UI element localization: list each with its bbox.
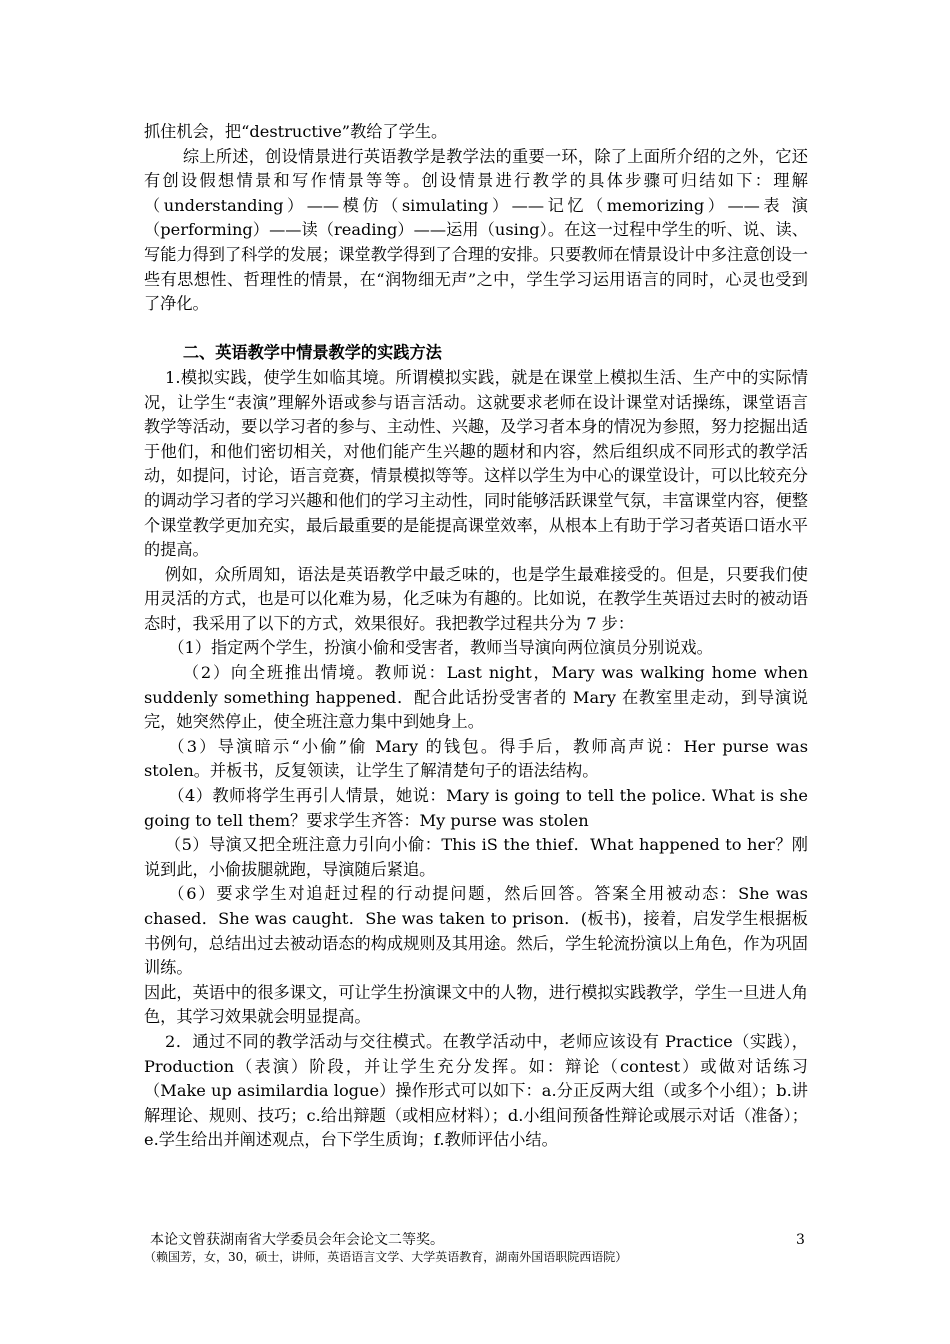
step-2: （2）向全班推出情境。教师说：Last night，Mary was walking home when suddenly something happened．配合此话扮受害者的 Mary 在教室里走动，到导演说完，她突然停止，使全班注意力集中到她身上。 xyxy=(144,663,808,732)
section-heading: 二、英语教学中情景教学的实践方法 xyxy=(182,343,442,363)
step-5: （5）导演又把全班注意力引向小偷：This iS the thief．What happened to her？刚说到此，小偷拔腿就跑，导演随后紧追。 xyxy=(144,835,808,879)
paragraph-continuation: 抓住机会，把“destructive”教给了学生。 xyxy=(144,122,448,141)
step-4: （4）教师将学生再引人情景，她说：Mary is going to tell the police. What is she going to tell them？要求学生齐答：My purse was stolen xyxy=(144,786,808,830)
step-3: （3）导演暗示“小偷”偷 Mary 的钱包。得手后，教师高声说：Her purse was stolen。并板书，反复领读，让学生了解清楚句子的语法结构。 xyxy=(144,736,808,781)
paragraph-conclusion: 因此，英语中的很多课文，可让学生扮演课文中的人物，进行模拟实践教学，学生一旦进人角色，其学习效果就会明显提高。 xyxy=(144,982,808,1027)
footnote-author: （赖国芳，女，30，硕士，讲师，英语语言文学、大学英语教育，湖南外国语职院西语院） xyxy=(144,1250,628,1264)
body-text xyxy=(144,120,808,1153)
step-1: （1）指定两个学生，扮演小偷和受害者，教师当导演向两位演员分别说戏。 xyxy=(168,638,713,658)
paragraph-simulation-practice: 1.模拟实践，使学生如临其境。所谓模拟实践，就是在课堂上模拟生活、生产中的实际情况，让学生“表演”理解外语或参与语言活动。这就要求老师在设计课堂对话操练，课堂语言教学等活动，要以学习者的参与、主动性、兴趣，及学习者本身的情况为参照，努力挖掘出适于他们，和他们密切相关，对他们能产生兴趣的题材和内容，然后组织成不同形式的教学活动，如提问，讨论，语言竞赛，情景模拟等等。这样以学生为中心的课堂设计，可以比较充分的调动学习者的学习兴趣和他们的学习主动性，同时能够活跃课堂气氛，丰富课堂内容，便整个课堂教学更加充实，最后最重要的是能提高课堂效率，从根本上有助于学习者英语口语水平的提高。 xyxy=(144,367,808,560)
step-6: （6）要求学生对追赶过程的行动提问题，然后回答。答案全用被动态：She was chased．She was caught．She was taken to prison．(板书)，接着，启发学生根据板书例句，总结出过去被动语态的构成规则及其用途。然后，学生轮流扮演以上角色，作为巩固训练。 xyxy=(144,884,808,978)
paragraph-gap xyxy=(144,317,808,342)
paragraph-summary: 综上所述，创设情景进行英语教学是教学法的重要一环，除了上面所介绍的之外，它还有创设假想情景和写作情景等等。创设情景进行教学的具体步骤可归结如下：理解（understanding）——模仿（simulating）——记忆（memorizing）——表 演（performing）——读（reading）——运用（using）。在这一过程中学生的听、说、读、写能力得到了科学的发展；课堂教学得到了合理的安排。只要教师在情景设计中多注意创设一些有思想性、哲理性的情景，在“润物细无声”之中，学生学习运用语言的同时，心灵也受到了净化。 xyxy=(144,146,808,314)
paragraph-example: 例如，众所周知，语法是英语教学中最乏味的，也是学生最难接受的。但是，只要我们使用灵活的方式，也是可以化难为易，化乏味为有趣的。比如说，在教学生英语过去时的被动语态时，我采用了以下的方式，效果很好。我把教学过程共分为 7 步： xyxy=(144,564,808,633)
page-number: 3 xyxy=(796,1232,805,1248)
paragraph-teaching-activities: 2．通过不同的教学活动与交往模式。在教学活动中，老师应该设有 Practice（实践），Production（表演）阶段，并让学生充分发挥。如：辩论（contest）或做对话练习（Make up asimilardia logue）操作形式可以如下：a.分正反两大组（或多个小组）；b.讲解理论、规则、技巧；c.给出辩题（或相应材料）；d.小组间预备性辩论或展示对话（准备）；e.学生给出并阐述观点，台下学生质询；f.教师评估小结。 xyxy=(144,1031,808,1150)
footnote-award: 本论文曾获湖南省大学委员会年会论文二等奖。 xyxy=(150,1232,444,1248)
